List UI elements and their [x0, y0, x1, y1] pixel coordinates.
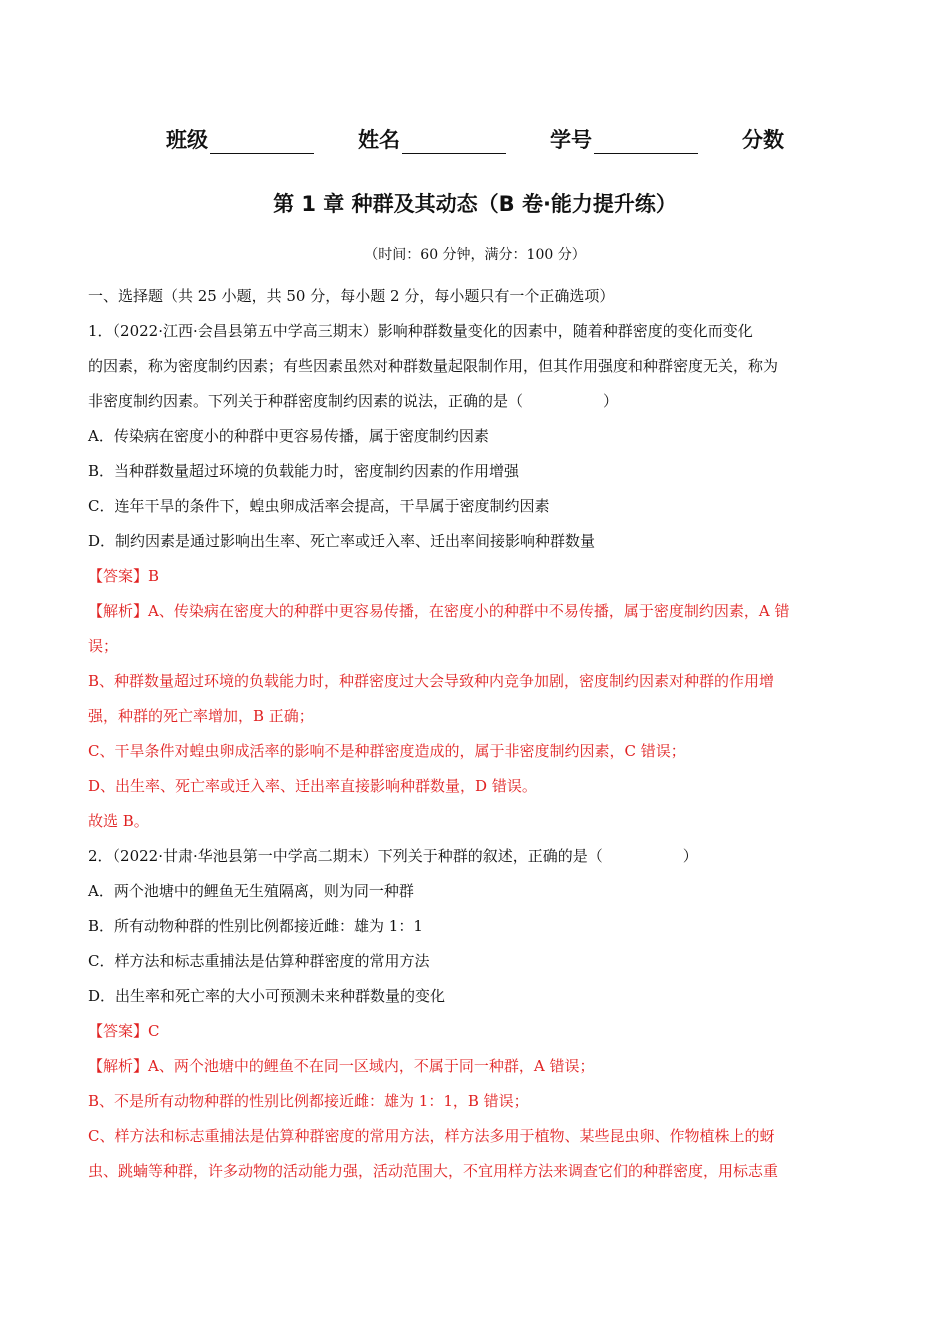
name-field	[358, 124, 506, 154]
class-blank[interactable]	[210, 133, 314, 154]
conclusion-line: 故选 B。	[88, 812, 149, 830]
analysis-label: 【解析】	[88, 602, 149, 620]
id-field	[550, 124, 698, 154]
answer-line	[88, 1014, 868, 1049]
student-info-header	[0, 124, 950, 154]
question-1	[88, 314, 868, 839]
option-d: D．制约因素是通过影响出生率、死亡率或迁入率、迁出率间接影响种群数量	[88, 532, 596, 550]
analysis-label: 【解析】	[88, 1057, 149, 1075]
analysis-line: 虫、跳蝻等种群，许多动物的活动能力强，活动范围大，不宜用样方法来调查它们的种群密度，用标志重	[88, 1162, 779, 1180]
option-b: B．所有动物种群的性别比例都接近雌：雄为 1：1	[88, 917, 423, 935]
question-stem-line: 2．（2022·甘肃·华池县第一中学高二期末）下列关于种群的叙述，正确的是（ ）	[88, 847, 698, 865]
option-c: C．连年干旱的条件下，蝗虫卵成活率会提高，干旱属于密度制约因素	[88, 497, 550, 515]
class-field	[166, 124, 314, 154]
option-a: A．两个池塘中的鲤鱼无生殖隔离，则为同一种群	[88, 882, 414, 900]
class-label: 班级	[166, 128, 208, 152]
score-label: 分数	[742, 128, 784, 152]
question-stem-line: 1．（2022·江西·会昌县第五中学高三期末）影响种群数量变化的因素中，随着种群密度的变化而变化	[88, 322, 753, 340]
analysis-line: C、干旱条件对蝗虫卵成活率的影响不是种群密度造成的，属于非密度制约因素，C 错误；	[88, 742, 686, 760]
analysis-line: B、种群数量超过环境的负载能力时，种群密度过大会导致种内竞争加剧，密度制约因素对种群的作用增	[88, 672, 775, 690]
answer-label: 【答案】	[88, 1022, 149, 1040]
answer-value: C	[148, 1022, 160, 1040]
page-title: 第 1 章 种群及其动态（B 卷·能力提升练）	[273, 192, 677, 216]
exam-info: （时间：60 分钟，满分：100 分）	[364, 247, 586, 263]
analysis-line: D、出生率、死亡率或迁入率、迁出率直接影响种群数量，D 错误。	[88, 777, 537, 795]
question-stem-line: 的因素，称为密度制约因素；有些因素虽然对种群数量起限制作用，但其作用强度和种群密度无关，称为	[88, 357, 779, 375]
question-stem-line: 非密度制约因素。下列关于种群密度制约因素的说法，正确的是（ ）	[88, 392, 619, 410]
option-b: B．当种群数量超过环境的负载能力时，密度制约因素的作用增强	[88, 462, 520, 480]
question-2	[88, 839, 868, 1189]
name-blank[interactable]	[402, 133, 506, 154]
id-blank[interactable]	[594, 133, 698, 154]
answer-line	[88, 559, 868, 594]
analysis-line: 强，种群的死亡率增加，B 正确；	[88, 707, 314, 725]
score-field	[742, 124, 784, 154]
option-d: D．出生率和死亡率的大小可预测未来种群数量的变化	[88, 987, 446, 1005]
option-a: A．传染病在密度小的种群中更容易传播，属于密度制约因素	[88, 427, 489, 445]
answer-label: 【答案】	[88, 567, 149, 585]
analysis-line: 【解析】A、传染病在密度大的种群中更容易传播，在密度小的种群中不易传播，属于密度制约因素，A 错	[88, 602, 790, 620]
id-label: 学号	[550, 128, 592, 152]
analysis-line: 【解析】A、两个池塘中的鲤鱼不在同一区域内，不属于同一种群，A 错误；	[88, 1057, 595, 1075]
option-c: C．样方法和标志重捕法是估算种群密度的常用方法	[88, 952, 430, 970]
answer-value: B	[148, 567, 160, 585]
section-heading: 一、选择题（共 25 小题，共 50 分，每小题 2 分，每小题只有一个正确选项）	[88, 287, 615, 305]
analysis-line: 误；	[88, 637, 119, 655]
name-label: 姓名	[358, 128, 400, 152]
exam-content	[88, 279, 868, 1189]
analysis-line: C、样方法和标志重捕法是估算种群密度的常用方法，样方法多用于植物、某些昆虫卵、作物植株上的蚜	[88, 1127, 775, 1145]
analysis-line: B、不是所有动物种群的性别比例都接近雌：雄为 1：1，B 错误；	[88, 1092, 529, 1110]
